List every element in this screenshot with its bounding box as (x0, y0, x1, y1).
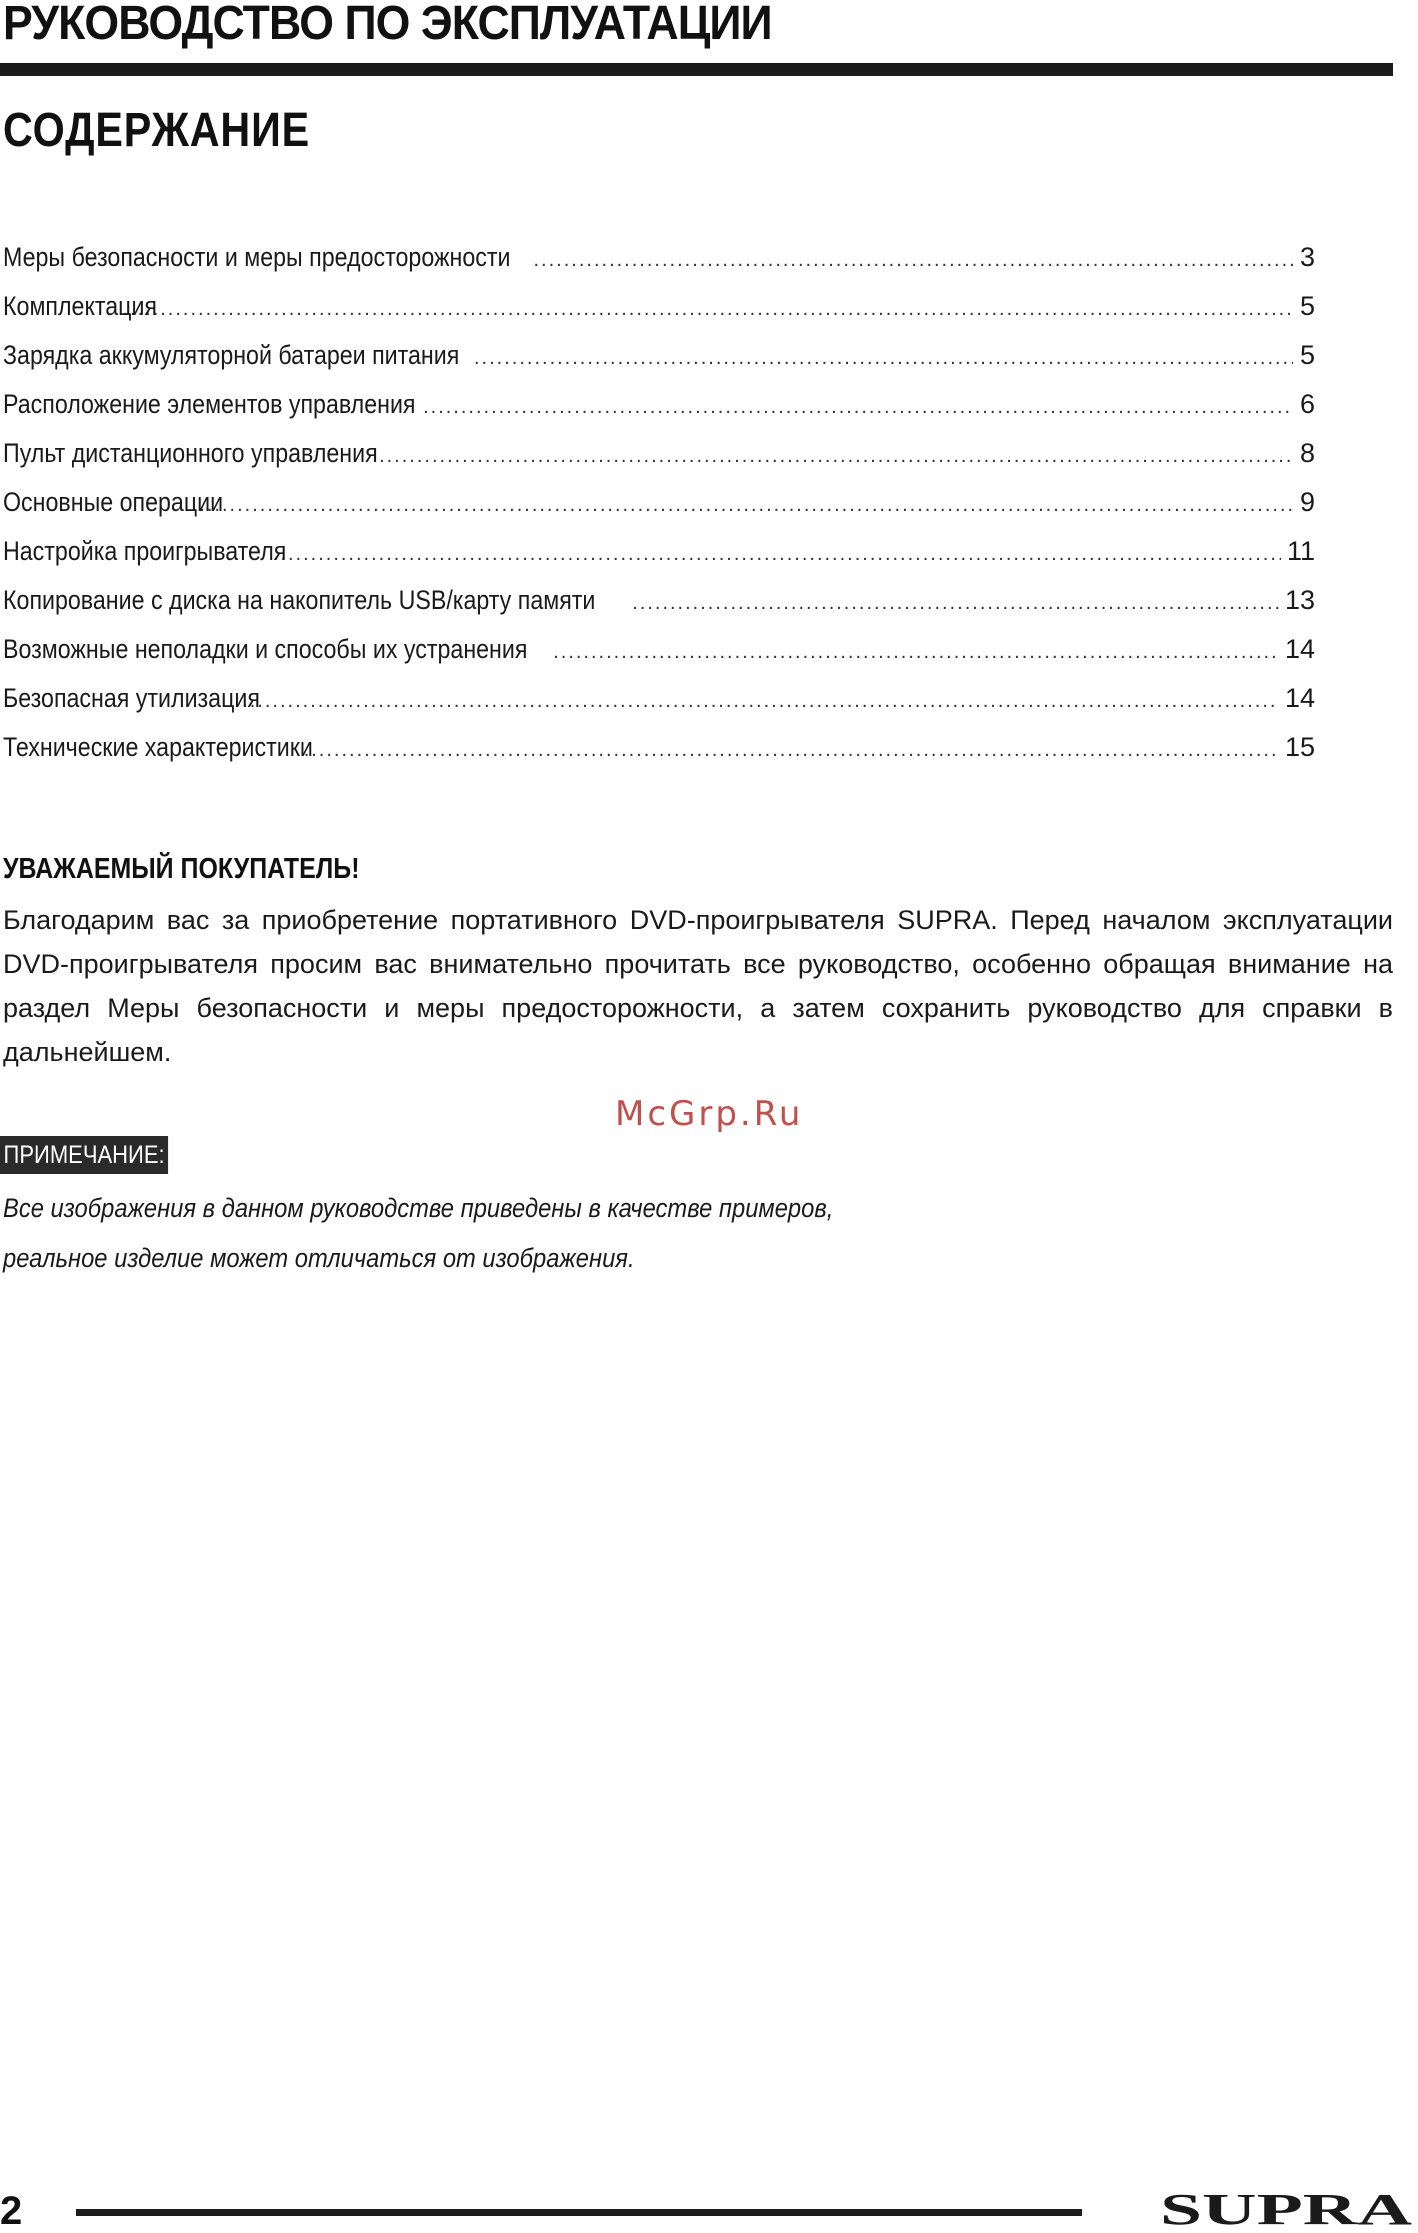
toc-item-page: 6 (1299, 389, 1315, 419)
toc-item[interactable] (3, 380, 1315, 429)
toc-item[interactable] (3, 625, 1315, 674)
toc-leader-dots (379, 432, 1293, 481)
toc-leader-dots (304, 726, 1279, 775)
note-label: ПРИМЕЧАНИЕ: (0, 1136, 168, 1174)
toc-item-page: 15 (1284, 732, 1315, 762)
watermark-link[interactable]: McGrp.Ru (615, 1094, 804, 1134)
footer-rule (76, 2209, 1082, 2216)
toc-item-page: 13 (1284, 585, 1315, 615)
note-line-1: Все изображения в данном руководстве приведены в качестве примеров, (3, 1193, 834, 1223)
table-of-contents (3, 233, 1315, 772)
toc-leader-dots (474, 334, 1293, 383)
toc-leader-dots (423, 383, 1293, 432)
toc-item-page: 14 (1284, 683, 1315, 713)
toc-item-title: Технические характеристики (3, 732, 313, 762)
note-text (3, 1183, 903, 1283)
toc-item-page: 3 (1299, 242, 1315, 272)
toc-item[interactable] (3, 429, 1315, 478)
toc-leader-dots (122, 285, 1293, 334)
supra-logo-text: SUPRA (1160, 2186, 1413, 2230)
toc-item-title: Возможные неполадки и способы их устранения (3, 634, 528, 664)
toc-item-page: 5 (1299, 291, 1315, 321)
toc-item-page: 9 (1299, 487, 1315, 517)
toc-leader-dots (534, 236, 1294, 285)
toc-item-page: 11 (1286, 536, 1315, 566)
toc-leader-dots (553, 628, 1279, 677)
toc-item-title: Комплектация (3, 291, 157, 321)
toc-item-title: Основные операции (3, 487, 224, 517)
greeting-heading: УВАЖАЕМЫЙ ПОКУПАТЕЛЬ! (3, 853, 360, 885)
page-number: 2 (0, 2189, 23, 2233)
toc-item[interactable] (3, 331, 1315, 380)
header-rule (0, 63, 1393, 76)
toc-leader-dots (199, 481, 1293, 530)
toc-item-title: Пульт дистанционного управления (3, 438, 378, 468)
toc-item[interactable] (3, 233, 1315, 282)
toc-item-title: Расположение элементов управления (3, 389, 416, 419)
note-line-2: реальное изделие может отличаться от изображения. (3, 1243, 635, 1273)
toc-leader-dots (273, 530, 1281, 579)
toc-leader-dots (632, 579, 1279, 628)
toc-item-page: 8 (1299, 438, 1315, 468)
toc-item-title: Настройка проигрывателя (3, 536, 287, 566)
toc-item[interactable] (3, 478, 1315, 527)
toc-item[interactable] (3, 527, 1315, 576)
toc-leader-dots (242, 677, 1279, 726)
greeting-paragraph: Благодарим вас за приобретение портативного DVD-проигрывателя SUPRA. Перед началом эксплуатации DVD-проигрывателя просим вас внимательно прочитать все руководство, особенно обращая внимание на раздел Меры безопасности и меры предосторожности, а затем сохранить руководство для справки в дальнейшем. (3, 905, 1393, 1067)
toc-item-title: Меры безопасности и меры предосторожности (3, 242, 511, 272)
toc-item-title: Копирование с диска на накопитель USB/карту памяти (3, 585, 596, 615)
toc-item-page: 5 (1299, 340, 1315, 370)
toc-item[interactable] (3, 723, 1315, 772)
toc-item-page: 14 (1284, 634, 1315, 664)
supra-logo (1160, 2186, 1415, 2230)
toc-item[interactable] (3, 282, 1315, 331)
toc-item-title: Безопасная утилизация (3, 683, 260, 713)
toc-item[interactable] (3, 674, 1315, 723)
toc-item[interactable] (3, 576, 1315, 625)
document-title: РУКОВОДСТВО ПО ЭКСПЛУАТАЦИИ (3, 0, 772, 50)
toc-heading: СОДЕРЖАНИЕ (3, 104, 311, 157)
toc-item-title: Зарядка аккумуляторной батареи питания (3, 340, 460, 370)
